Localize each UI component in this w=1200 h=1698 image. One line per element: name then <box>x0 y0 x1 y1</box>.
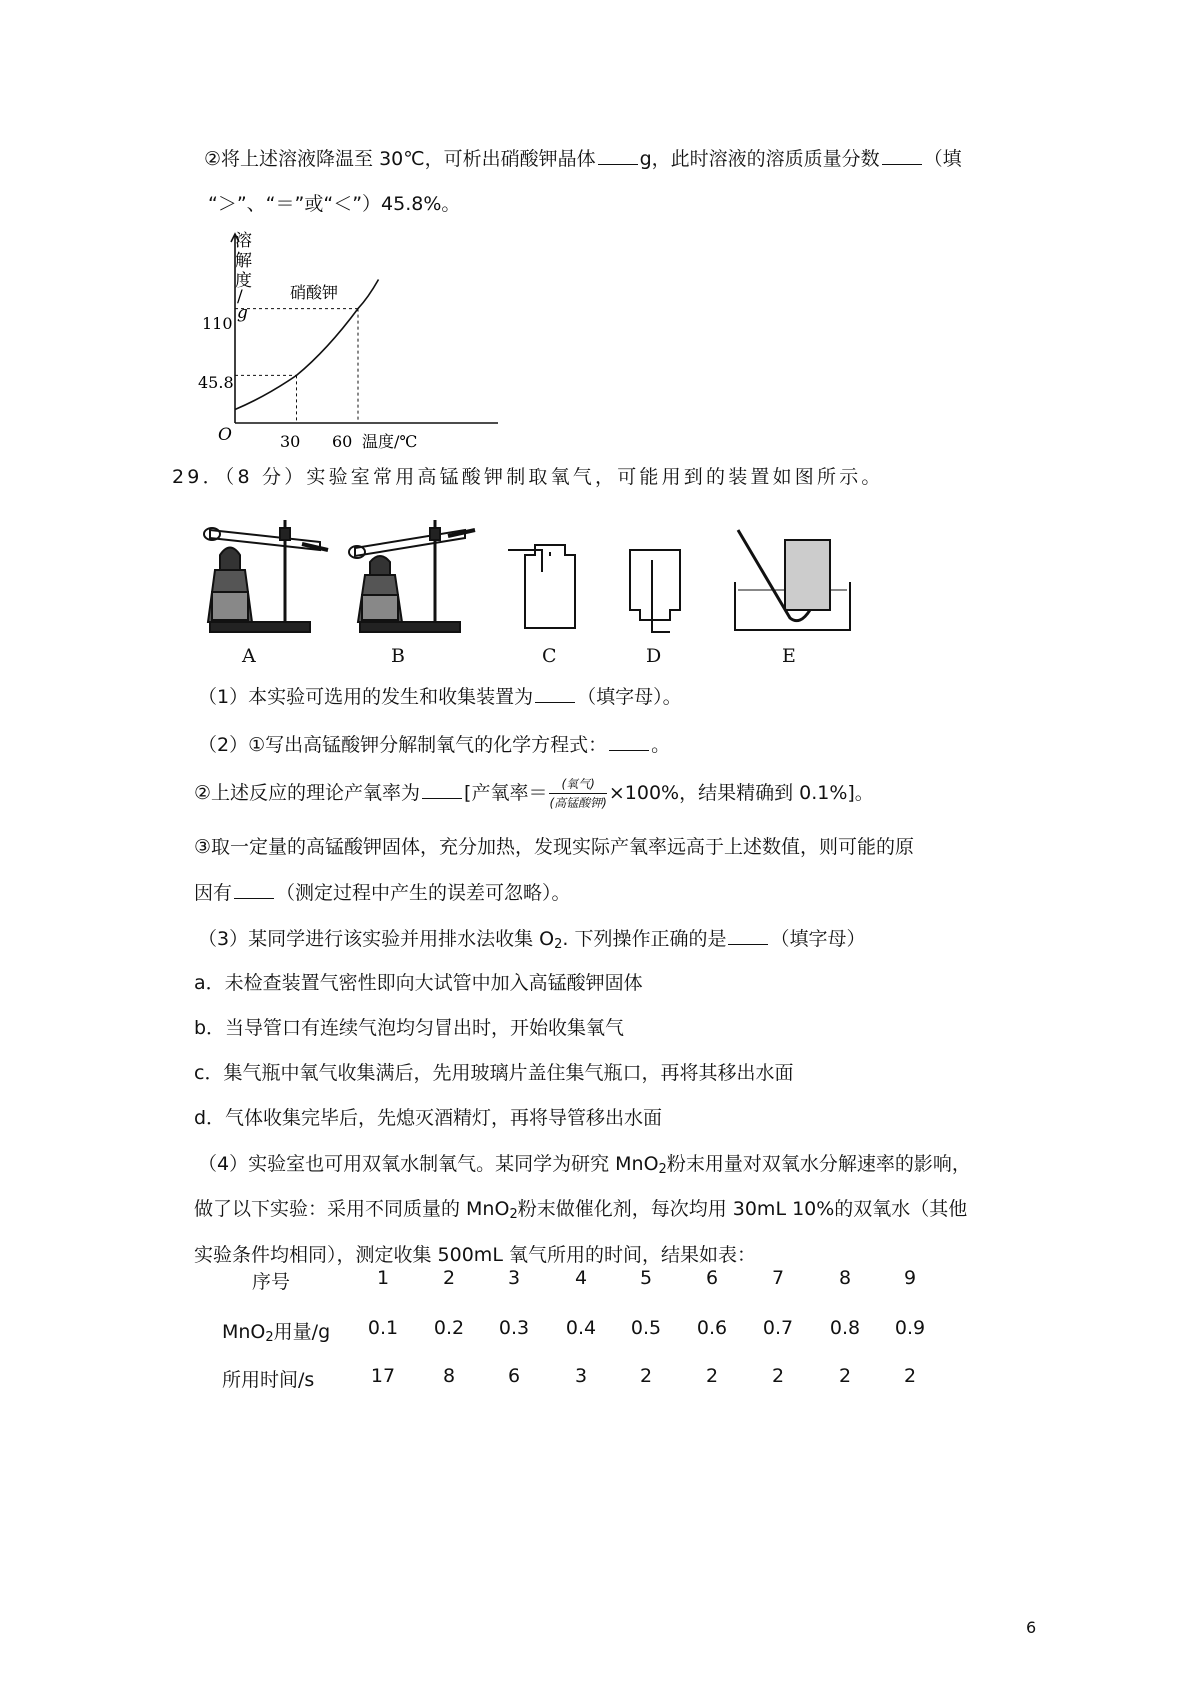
yield-fraction: $\frac{\text{(氧气)}}{\text{(高锰酸钾)}}$ <box>549 777 607 810</box>
y-tick-label: 45.8 <box>198 373 234 392</box>
apparatus-a-icon <box>204 520 328 632</box>
apparatus-figure <box>190 500 910 680</box>
table-cell: 3 <box>574 1365 588 1387</box>
table-cell: 0.8 <box>829 1317 861 1339</box>
answer-blank[interactable] <box>882 146 922 165</box>
table-cell: 2 <box>639 1365 653 1387</box>
table-cell: 9 <box>903 1267 917 1289</box>
row-header: MnO$_2$用量/g <box>222 1321 331 1345</box>
table-cell: 2 <box>903 1365 917 1387</box>
x-tick-label: 30 <box>280 432 301 451</box>
apparatus-label-c: C <box>542 645 557 667</box>
table-cell: 0.3 <box>498 1317 530 1339</box>
table-cell: 0.6 <box>696 1317 728 1339</box>
answer-blank[interactable] <box>234 880 274 899</box>
chart-ylabel-2: 解 <box>235 251 252 271</box>
question-29-2-2: ②上述反应的理论产氧率为 [产氧率＝ $\frac{\text{(氧气)}}{\text{(高锰酸钾)}}$ ×100%，结果精确到 0.1%]。 <box>194 777 874 810</box>
answer-blank[interactable] <box>422 780 462 799</box>
question-29-2-3-line-1: ③取一定量的高锰酸钾固体，充分加热，发现实际产氧率远高于上述数值，则可能的原 <box>194 836 915 858</box>
apparatus-b-icon <box>349 520 475 632</box>
page-number: 6 <box>1026 1618 1037 1637</box>
question-29-4-line-3: 实验条件均相同），测定收集 500mL 氧气所用的时间，结果如表： <box>194 1244 756 1266</box>
apparatus-label-d: D <box>646 645 662 667</box>
table-cell: 0.1 <box>367 1317 399 1339</box>
question-29-header: 29．（8 分）实验室常用高锰酸钾制取氧气，可能用到的装置如图所示。 <box>172 466 884 488</box>
table-cell: 2 <box>838 1365 852 1387</box>
chart-ylabel-5: g <box>237 303 248 323</box>
question-28-2-line-1: ②将上述溶液降温至 30℃，可析出硝酸钾晶体 g，此时溶液的溶质质量分数 （填 <box>204 148 962 170</box>
question-29-1: （1）本实验可选用的发生和收集装置为 （填字母）。 <box>198 686 682 708</box>
apparatus-d-icon <box>630 550 680 632</box>
table-cell: 6 <box>507 1365 521 1387</box>
table-cell: 0.2 <box>433 1317 465 1339</box>
table-cell: 1 <box>376 1267 390 1289</box>
question-29-3: （3）某同学进行该实验并用排水法收集 $O_2$. 下列操作正确的是 （填字母） <box>198 928 866 952</box>
question-28-2-line-2: “＞”、“＝”或“＜”）45.8%。 <box>208 193 461 215</box>
table-cell: 0.5 <box>630 1317 662 1339</box>
option-a: a．未检查装置气密性即向大试管中加入高锰酸钾固体 <box>194 972 643 994</box>
row-header: 序号 <box>252 1271 291 1293</box>
answer-blank[interactable] <box>535 684 575 703</box>
table-cell: 3 <box>507 1267 521 1289</box>
chart-ylabel-3: 度 <box>235 271 252 291</box>
answer-blank[interactable] <box>728 926 768 945</box>
table-cell: 6 <box>705 1267 719 1289</box>
table-cell: 0.9 <box>894 1317 926 1339</box>
table-cell: 2 <box>442 1267 456 1289</box>
table-cell: 4 <box>574 1267 588 1289</box>
option-d: d．气体收集完毕后，先熄灭酒精灯，再将导管移出水面 <box>194 1107 663 1129</box>
table-cell: 7 <box>771 1267 785 1289</box>
chart-ylabel-4: / <box>237 287 243 307</box>
table-cell: 5 <box>639 1267 653 1289</box>
option-b: b．当导管口有连续气泡均匀冒出时，开始收集氧气 <box>194 1017 625 1039</box>
question-29-2-1: （2）①写出高锰酸钾分解制氧气的化学方程式： 。 <box>198 734 671 756</box>
apparatus-label-a: A <box>242 645 256 667</box>
apparatus-label-e: E <box>782 645 796 667</box>
table-cell: 17 <box>370 1365 396 1387</box>
table-cell: 8 <box>442 1365 456 1387</box>
option-c: c．集气瓶中氧气收集满后，先用玻璃片盖住集气瓶口，再将其移出水面 <box>194 1062 794 1084</box>
question-29-4-line-2: 做了以下实验：采用不同质量的 MnO$_2$粉末做催化剂，每次均用 30mL 10%的双氧水（其他 <box>194 1198 968 1222</box>
table-cell: 8 <box>838 1267 852 1289</box>
series-label: 硝酸钾 <box>290 283 339 302</box>
answer-blank[interactable] <box>598 146 638 165</box>
question-29-4-line-1: （4）实验室也可用双氧水制氧气。某同学为研究 MnO$_2$粉末用量对双氧水分解速率的影响， <box>198 1153 971 1177</box>
solubility-chart <box>190 228 510 458</box>
table-cell: 0.4 <box>565 1317 597 1339</box>
apparatus-label-b: B <box>391 645 405 667</box>
chart-origin: O <box>218 425 232 445</box>
y-tick-label: 110 <box>202 314 233 333</box>
chart-ylabel-1: 溶 <box>235 231 252 251</box>
answer-blank[interactable] <box>609 732 649 751</box>
table-cell: 2 <box>705 1365 719 1387</box>
table-cell: 0.7 <box>762 1317 794 1339</box>
row-header: 所用时间/s <box>222 1369 315 1391</box>
x-tick-label: 60 <box>332 432 353 451</box>
chart-xlabel: 温度/℃ <box>362 432 418 451</box>
question-29-2-3-line-2: 因有 （测定过程中产生的误差可忽略）。 <box>194 882 571 904</box>
apparatus-c-icon <box>508 545 575 628</box>
table-cell: 2 <box>771 1365 785 1387</box>
apparatus-e-icon <box>735 530 850 630</box>
